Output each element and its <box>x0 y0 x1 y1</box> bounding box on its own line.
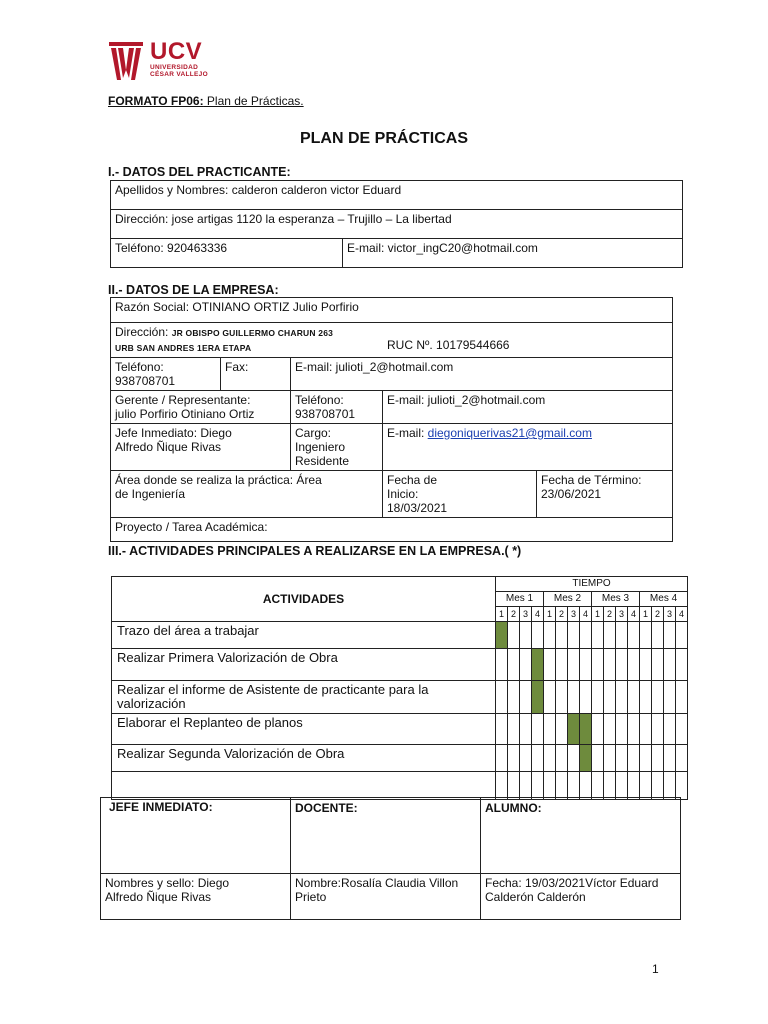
gantt-cell <box>556 681 568 714</box>
gantt-cell <box>640 745 652 772</box>
empresa-cargo-2: Residente <box>295 454 350 468</box>
empresa-gerente <box>111 391 291 424</box>
week-header: 3 <box>664 607 676 622</box>
gantt-cell <box>628 745 640 772</box>
activity-row <box>112 681 688 714</box>
gantt-cell <box>520 622 532 649</box>
empresa-inicio-value: 18/03/2021 <box>387 501 448 515</box>
page-title: PLAN DE PRÁCTICAS <box>299 130 468 147</box>
empresa-termino <box>537 471 673 518</box>
gantt-cell <box>664 649 676 681</box>
empresa-proyecto: Proyecto / Tarea Académica: <box>111 518 673 542</box>
gantt-cell <box>556 622 568 649</box>
empresa-ruc: RUC Nº. 10179544666 <box>387 338 510 352</box>
gantt-cell <box>556 714 568 745</box>
gantt-cell <box>580 622 592 649</box>
empresa-area-value: de Ingeniería <box>115 487 186 501</box>
ucv-logo <box>108 40 208 84</box>
gantt-cell <box>652 649 664 681</box>
gantt-cell <box>508 622 520 649</box>
week-header: 4 <box>580 607 592 622</box>
gantt-cell <box>628 681 640 714</box>
gantt-cell <box>580 649 592 681</box>
empresa-gerente-label: Gerente / Representante: <box>115 393 251 407</box>
gantt-cell <box>676 772 688 800</box>
sig-docente-name <box>291 874 481 920</box>
month-header: Mes 1 <box>496 592 544 607</box>
gantt-cell <box>640 714 652 745</box>
gantt-cell <box>652 681 664 714</box>
gantt-cell <box>616 772 628 800</box>
empresa-jefe-label: Jefe Inmediato: Diego <box>115 426 232 440</box>
logo-sub1: UNIVERSIDAD <box>150 64 199 71</box>
ucv-shield-icon <box>108 40 144 82</box>
empresa-gerente-tel-value: 938708701 <box>295 407 356 421</box>
sig-jefe-heading: JEFE INMEDIATO: <box>109 800 213 814</box>
gantt-cell <box>568 649 580 681</box>
gantt-bar <box>496 622 507 648</box>
week-header: 1 <box>496 607 508 622</box>
empresa-inicio-label1: Fecha de <box>387 473 438 487</box>
gantt-cell <box>568 681 580 714</box>
gantt-cell <box>568 714 580 745</box>
gantt-cell <box>496 681 508 714</box>
gantt-cell <box>604 772 616 800</box>
month-header: Mes 4 <box>640 592 688 607</box>
week-header: 4 <box>532 607 544 622</box>
gantt-cell <box>592 745 604 772</box>
gantt-cell <box>592 714 604 745</box>
signatures-table <box>100 797 681 920</box>
gantt-cell <box>556 649 568 681</box>
gantt-cell <box>556 745 568 772</box>
empresa-inicio-label2: Inicio: <box>387 487 419 501</box>
gantt-cell <box>652 622 664 649</box>
empresa-ruc-cell <box>537 323 673 358</box>
activity-label: Realizar Segunda Valorización de Obra <box>112 745 496 772</box>
gantt-cell <box>640 649 652 681</box>
gantt-cell <box>592 681 604 714</box>
sig-jefe-line1: Nombres y sello: Diego <box>105 876 230 890</box>
gantt-cell <box>604 745 616 772</box>
gantt-cell <box>592 649 604 681</box>
week-header: 3 <box>568 607 580 622</box>
empresa-inicio <box>383 471 537 518</box>
activities-gantt-table <box>111 576 688 800</box>
gantt-bar <box>580 714 591 744</box>
activity-row <box>112 622 688 649</box>
activity-label: Elaborar el Replanteo de planos <box>112 714 496 745</box>
week-header: 2 <box>652 607 664 622</box>
gantt-cell <box>604 714 616 745</box>
empresa-cargo-label: Cargo: <box>295 426 332 440</box>
empresa-email3 <box>383 424 673 471</box>
gantt-cell <box>508 772 520 800</box>
gantt-cell <box>544 622 556 649</box>
week-header: 2 <box>508 607 520 622</box>
gantt-cell <box>508 745 520 772</box>
empresa-razon: Razón Social: OTINIANO ORTIZ Julio Porfirio <box>111 298 673 323</box>
gantt-cell <box>664 772 676 800</box>
sig-alumno-line2: Calderón Calderón <box>485 890 586 904</box>
sig-alumno-heading: ALUMNO: <box>485 801 542 815</box>
empresa-direccion-label: Dirección: <box>115 325 172 339</box>
empresa-fax: Fax: <box>221 358 291 391</box>
empresa-gerente-tel-label: Teléfono: <box>295 393 344 407</box>
gantt-cell <box>604 649 616 681</box>
gantt-cell <box>616 745 628 772</box>
tiempo-header: TIEMPO <box>496 577 688 592</box>
gantt-bar <box>532 649 543 680</box>
gantt-cell <box>652 745 664 772</box>
gantt-cell <box>676 681 688 714</box>
activity-label: Realizar Primera Valorización de Obra <box>112 649 496 681</box>
week-header: 4 <box>628 607 640 622</box>
sig-alumno-header <box>481 798 681 874</box>
month-header: Mes 3 <box>592 592 640 607</box>
gantt-cell <box>628 622 640 649</box>
gantt-cell <box>520 714 532 745</box>
empresa-direccion-line2: URB SAN ANDRES 1ERA ETAPA <box>115 343 252 353</box>
gantt-cell <box>544 681 556 714</box>
empresa-gerente-telefono <box>291 391 383 424</box>
gantt-cell <box>532 772 544 800</box>
logo-sub2: CÉSAR VALLEJO <box>150 71 208 78</box>
empresa-area-label: Área donde se realiza la práctica: Área <box>115 473 322 487</box>
empresa-gerente-value: julio Porfirio Otiniano Ortiz <box>115 407 255 421</box>
gantt-cell <box>532 745 544 772</box>
gantt-bar <box>568 714 579 744</box>
empresa-table <box>110 297 673 542</box>
gantt-cell <box>544 714 556 745</box>
activity-row <box>112 649 688 681</box>
gantt-cell <box>556 772 568 800</box>
activity-row <box>112 772 688 800</box>
gantt-cell <box>676 649 688 681</box>
gantt-cell <box>508 714 520 745</box>
gantt-cell <box>664 622 676 649</box>
week-header: 4 <box>676 607 688 622</box>
gantt-cell <box>568 622 580 649</box>
empresa-telefono <box>111 358 221 391</box>
sig-alumno-line1: Fecha: 19/03/2021Víctor Eduard <box>485 876 659 890</box>
gantt-cell <box>640 772 652 800</box>
gantt-cell <box>604 681 616 714</box>
gantt-cell <box>604 622 616 649</box>
gantt-cell <box>580 745 592 772</box>
month-header: Mes 2 <box>544 592 592 607</box>
empresa-termino-label: Fecha de Término: <box>541 473 642 487</box>
activity-row <box>112 745 688 772</box>
gantt-cell <box>496 745 508 772</box>
week-header: 2 <box>556 607 568 622</box>
gantt-cell <box>628 649 640 681</box>
gantt-cell <box>496 772 508 800</box>
practicante-direccion: Dirección: jose artigas 1120 la esperanza – Trujillo – La libertad <box>111 210 683 239</box>
week-header: 3 <box>616 607 628 622</box>
gantt-cell <box>532 649 544 681</box>
activity-row <box>112 714 688 745</box>
gantt-cell <box>640 622 652 649</box>
gantt-cell <box>628 772 640 800</box>
section1-heading: I.- DATOS DEL PRACTICANTE: <box>108 165 291 179</box>
section2-heading: II.- DATOS DE LA EMPRESA: <box>108 283 279 297</box>
gantt-cell <box>676 622 688 649</box>
gantt-cell <box>652 772 664 800</box>
activities-header: ACTIVIDADES <box>112 577 496 622</box>
gantt-cell <box>508 649 520 681</box>
gantt-bar <box>532 681 543 713</box>
week-header: 1 <box>544 607 556 622</box>
gantt-cell <box>616 714 628 745</box>
gantt-cell <box>496 622 508 649</box>
logo-ucv-text: UCV <box>150 38 203 65</box>
gantt-cell <box>520 649 532 681</box>
gantt-cell <box>664 714 676 745</box>
gantt-cell <box>544 649 556 681</box>
week-header: 1 <box>640 607 652 622</box>
gantt-cell <box>592 622 604 649</box>
practicante-nombres: Apellidos y Nombres: calderon calderon victor Eduard <box>111 181 683 210</box>
week-header: 3 <box>520 607 532 622</box>
gantt-cell <box>580 714 592 745</box>
gantt-cell <box>532 681 544 714</box>
gantt-cell <box>496 714 508 745</box>
gantt-cell <box>616 649 628 681</box>
empresa-area <box>111 471 383 518</box>
gantt-cell <box>616 681 628 714</box>
gantt-cell <box>664 745 676 772</box>
sig-docente-heading: DOCENTE: <box>295 801 358 815</box>
gantt-cell <box>544 772 556 800</box>
gantt-cell <box>508 681 520 714</box>
gantt-cell <box>544 745 556 772</box>
formato-code: FORMATO FP06: <box>108 94 204 108</box>
empresa-termino-value: 23/06/2021 <box>541 487 602 501</box>
section3-heading: III.- ACTIVIDADES PRINCIPALES A REALIZARSE EN LA EMPRESA.( *) <box>108 544 522 558</box>
empresa-telefono-value: 938708701 <box>115 374 176 388</box>
gantt-cell <box>592 772 604 800</box>
jefe-email-link[interactable]: diegoniquerivas21@gmail.com <box>427 426 592 440</box>
gantt-cell <box>580 681 592 714</box>
gantt-cell <box>520 745 532 772</box>
empresa-direccion-line1: JR OBISPO GUILLERMO CHARUN 263 <box>171 328 334 338</box>
empresa-email1: E-mail: julioti_2@hotmail.com <box>291 358 673 391</box>
sig-docente-line1: Nombre:Rosalía Claudia Villon <box>295 876 459 890</box>
gantt-cell <box>568 772 580 800</box>
page-number: 1 <box>652 962 659 976</box>
formato-line <box>108 94 304 108</box>
gantt-cell <box>640 681 652 714</box>
sig-docente-line2: Prieto <box>295 890 327 904</box>
gantt-cell <box>580 772 592 800</box>
gantt-cell <box>520 772 532 800</box>
sig-jefe-line2: Alfredo Ñique Rivas <box>105 890 212 904</box>
gantt-cell <box>664 681 676 714</box>
gantt-cell <box>676 745 688 772</box>
week-header: 2 <box>604 607 616 622</box>
empresa-email2: E-mail: julioti_2@hotmail.com <box>383 391 673 424</box>
gantt-cell <box>532 622 544 649</box>
week-header: 1 <box>592 607 604 622</box>
sig-jefe-name <box>101 874 291 920</box>
practicante-telefono: Teléfono: 920463336 <box>111 239 343 268</box>
empresa-email3-label: E-mail: <box>387 426 428 440</box>
empresa-jefe <box>111 424 291 471</box>
gantt-cell <box>520 681 532 714</box>
gantt-cell <box>676 714 688 745</box>
practicante-table <box>110 180 683 268</box>
empresa-cargo-1: Ingeniero <box>295 440 346 454</box>
gantt-cell <box>652 714 664 745</box>
practicante-email: E-mail: victor_ingC20@hotmail.com <box>343 239 683 268</box>
gantt-cell <box>616 622 628 649</box>
activity-label: Trazo del área a trabajar <box>112 622 496 649</box>
empresa-telefono-label: Teléfono: <box>115 360 164 374</box>
empresa-jefe-value: Alfredo Ñique Rivas <box>115 440 222 454</box>
activity-label: Realizar el informe de Asistente de practicante para la valorización <box>112 681 496 714</box>
sig-jefe-header <box>101 798 291 874</box>
sig-alumno-name <box>481 874 681 920</box>
gantt-cell <box>568 745 580 772</box>
empresa-cargo <box>291 424 383 471</box>
sig-docente-header <box>291 798 481 874</box>
activity-label <box>112 772 496 800</box>
gantt-cell <box>496 649 508 681</box>
formato-name: Plan de Prácticas. <box>203 94 304 108</box>
gantt-bar <box>580 745 591 771</box>
gantt-cell <box>532 714 544 745</box>
gantt-cell <box>628 714 640 745</box>
